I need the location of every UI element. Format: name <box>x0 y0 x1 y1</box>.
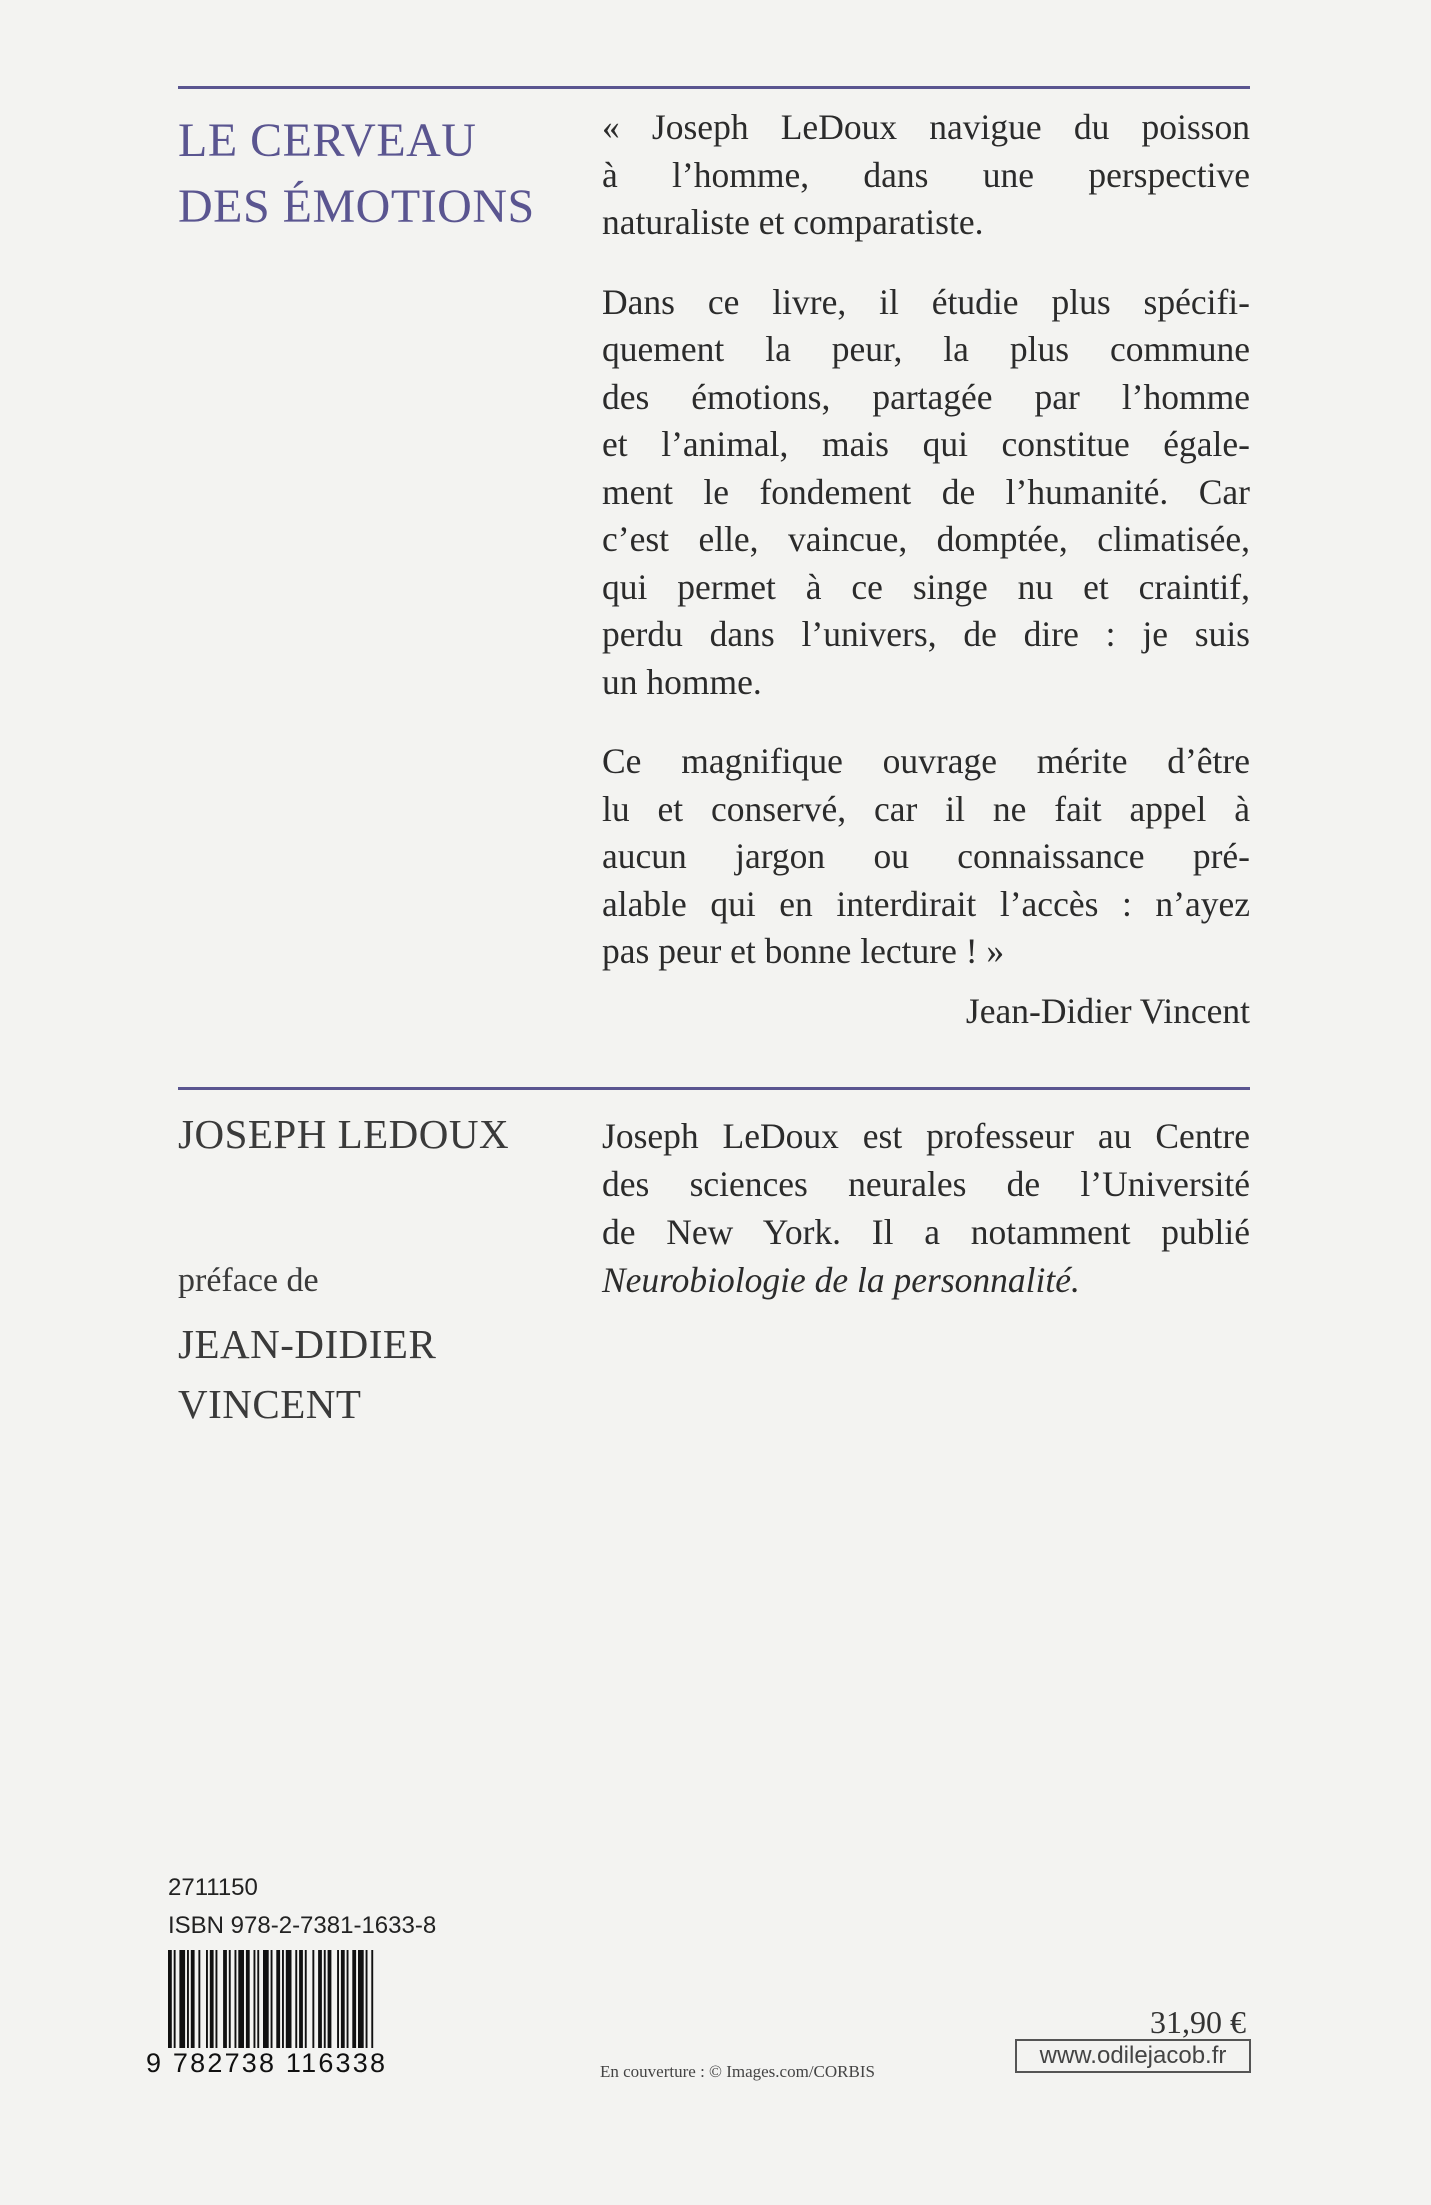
back-cover-blurb <box>602 104 1250 1035</box>
blurb-paragraph <box>602 104 1250 247</box>
blurb-paragraph <box>602 279 1250 707</box>
blurb-line: c’est elle, vaincue, domptée, climatisée, <box>602 519 1250 559</box>
blurb-line: qui permet à ce singe nu et craintif, <box>602 566 1250 607</box>
top-divider <box>178 86 1250 89</box>
blurb-line: Dans ce livre, il étudie plus spécifi- <box>602 281 1250 322</box>
blurb-line: des émotions, partagée par l’homme <box>602 376 1250 417</box>
blurb-line: un homme. <box>602 661 762 702</box>
preface-author-line: JEAN-DIDIER <box>178 1321 437 1367</box>
bio-book-title: Neurobiologie de la personnalité. <box>602 1260 1080 1300</box>
author-bio <box>602 1112 1250 1304</box>
preface-author <box>178 1314 436 1434</box>
blurb-line: pas peur et bonne lecture ! » <box>602 931 1005 971</box>
blurb-line: à l’homme, dans une perspective <box>602 154 1250 195</box>
preface-label: préface de <box>178 1262 319 1299</box>
barcode-digits: 9 782738 116338 <box>146 2048 388 2078</box>
book-title-line: DES ÉMOTIONS <box>178 180 535 233</box>
blurb-line: quement la peur, la plus commune <box>602 329 1250 369</box>
blurb-line: lu et conservé, car il ne fait appel à <box>602 788 1250 829</box>
blurb-line: Ce magnifique ouvrage mérite d’être <box>602 741 1250 781</box>
barcode-icon <box>168 1950 414 2048</box>
cover-credit: En couverture : © Images.com/CORBIS <box>600 2062 875 2081</box>
book-title-line: LE CERVEAU <box>178 114 477 167</box>
blurb-line: aucun jargon ou connaissance pré- <box>602 836 1250 876</box>
blurb-line: perdu dans l’univers, de dire : je suis <box>602 614 1250 654</box>
publisher-website-link[interactable]: www.odilejacob.fr <box>1015 2039 1251 2073</box>
blurb-line: et l’animal, mais qui constitue égale- <box>602 424 1250 464</box>
bio-line: Joseph LeDoux est professeur au Centre <box>602 1116 1250 1156</box>
product-code: 2711150 <box>168 1874 258 1901</box>
author-name: JOSEPH LEDOUX <box>178 1111 510 1157</box>
price-label: 31,90 € <box>1150 2004 1246 2040</box>
bio-line: des sciences neurales de l’Université <box>602 1164 1250 1204</box>
bio-line: de New York. Il a notamment publié <box>602 1212 1250 1252</box>
book-title <box>178 108 598 240</box>
blurb-line: alable qui en interdirait l’accès : n’ayez <box>602 883 1250 924</box>
blurb-line: naturaliste et comparatiste. <box>602 202 984 242</box>
blurb-signature: Jean-Didier Vincent <box>965 990 1250 1031</box>
blurb-paragraph <box>602 738 1250 976</box>
middle-divider <box>178 1087 1250 1090</box>
blurb-line: « Joseph LeDoux navigue du poisson <box>602 107 1250 147</box>
isbn-number: ISBN 978-2-7381-1633-8 <box>168 1912 437 1939</box>
blurb-line: ment le fondement de l’humanité. Car <box>602 471 1250 512</box>
preface-author-line: VINCENT <box>178 1381 362 1427</box>
